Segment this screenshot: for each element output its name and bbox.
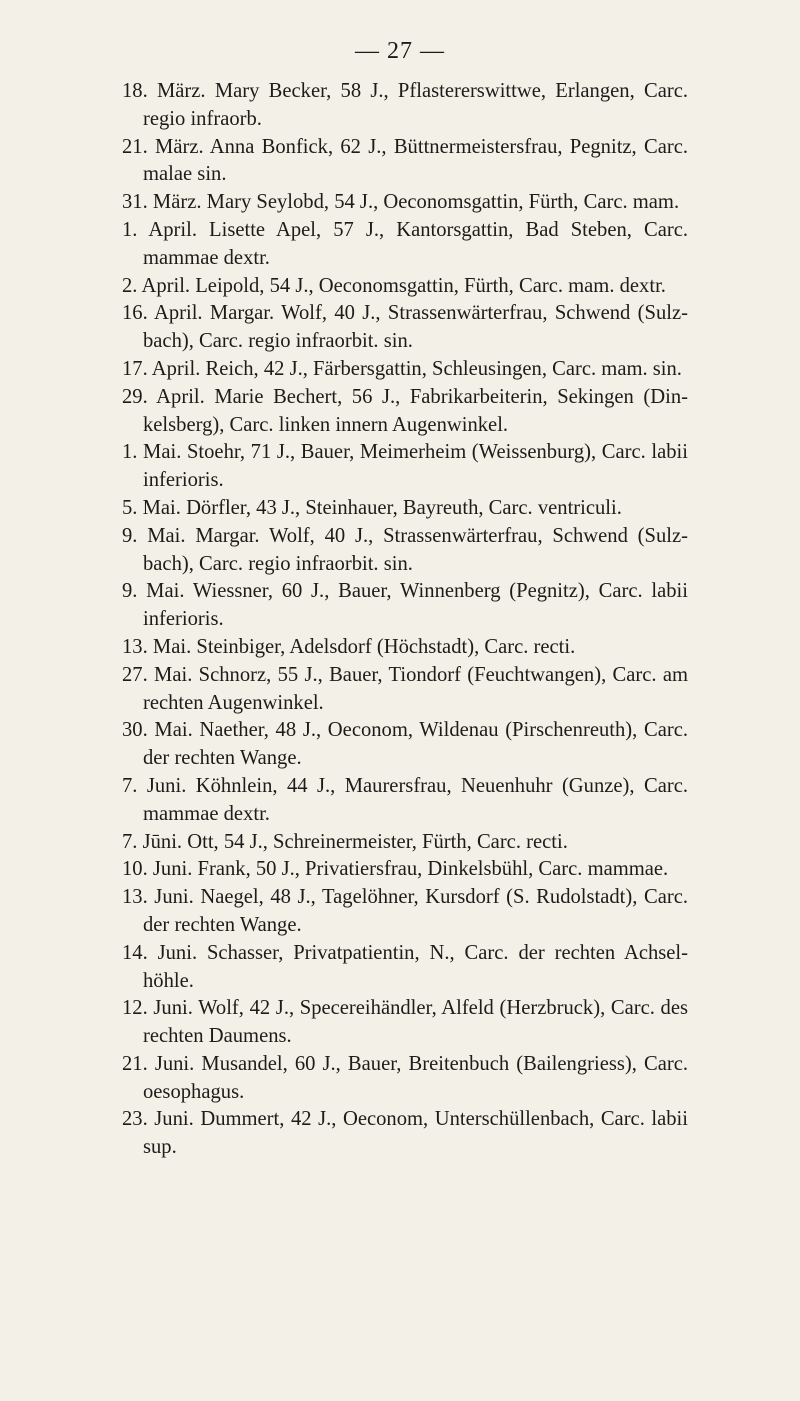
list-item: 14. Juni. Schasser, Privatpatientin, N., Carc. der rechten Achselhöhle. [122,941,688,992]
list-item: 10. Juni. Frank, 50 J., Privatiersfrau, Dinkelsbühl, Carc. mammae. [122,858,669,881]
entry-list [122,78,688,1162]
page-number: — 27 — [355,38,445,64]
list-item: 9. Mai. Wiessner, 60 J., Bauer, Winnenberg (Pegnitz), Carc. labii inferioris. [122,580,688,631]
list-item: 16. April. Margar. Wolf, 40 J., Strassenwärterfrau, Schwend (Sulzbach), Carc. regio infraorbit. sin. [122,302,688,353]
list-item: 27. Mai. Schnorz, 55 J., Bauer, Tiondorf (Feuchtwangen), Carc. am rechten Augenwinkel. [122,663,688,714]
list-item: 1. April. Lisette Apel, 57 J., Kantorsgattin, Bad Steben, Carc. mammae dextr. [122,218,688,269]
list-item: 5. Mai. Dörfler, 43 J., Steinhauer, Bayreuth, Carc. ventriculi. [122,496,622,519]
list-item: 12. Juni. Wolf, 42 J., Specereihändler, Alfeld (Herzbruck), Carc. des rechten Daumens. [122,997,688,1048]
list-item: 7. Juni. Köhnlein, 44 J., Maurersfrau, Neuenhuhr (Gunze), Carc. mammae dextr. [122,774,688,825]
list-item: 31. März. Mary Seylobd, 54 J., Oeconomsgattin, Fürth, Carc. mam. [122,191,680,214]
list-item: 29. April. Marie Bechert, 56 J., Fabrikarbeiterin, Sekingen (Dinkelsberg), Carc. linken innern Augenwinkel. [122,385,688,436]
list-item: 18. März. Mary Becker, 58 J., Pflastererswittwe, Erlangen, Carc. regio infraorb. [122,80,688,130]
list-item: 9. Mai. Margar. Wolf, 40 J., Strassenwärterfrau, Schwend (Sulzbach), Carc. regio infraorbit. sin. [122,524,688,575]
list-item: 21. Juni. Musandel, 60 J., Bauer, Breitenbuch (Bailengriess), Carc. oesophagus. [122,1052,688,1103]
list-item: 1. Mai. Stoehr, 71 J., Bauer, Meimerheim (Weissenburg), Carc. labii inferioris. [122,441,688,492]
list-item: 21. März. Anna Bonfick, 62 J., Büttnermeistersfrau, Pegnitz, Carc. malae sin. [122,135,688,186]
list-item: 2. April. Leipold, 54 J., Oeconomsgattin, Fürth, Carc. mam. dextr. [122,274,666,297]
list-item: 13. Mai. Steinbiger, Adelsdorf (Höchstadt), Carc. recti. [122,635,576,658]
list-item: 30. Mai. Naether, 48 J., Oeconom, Wildenau (Pirschenreuth), Carc. der rechten Wange. [122,719,688,770]
list-item: 7. Jūni. Ott, 54 J., Schreinermeister, Fürth, Carc. recti. [122,830,568,853]
list-item: 13. Juni. Naegel, 48 J., Tagelöhner, Kursdorf (S. Rudolstadt), Carc. der rechten Wange. [122,886,688,936]
list-item: 17. April. Reich, 42 J., Färbersgattin, Schleusingen, Carc. mam. sin. [122,357,682,380]
list-item: 23. Juni. Dummert, 42 J., Oeconom, Unterschüllenbach, Carc. labii sup. [122,1108,688,1159]
